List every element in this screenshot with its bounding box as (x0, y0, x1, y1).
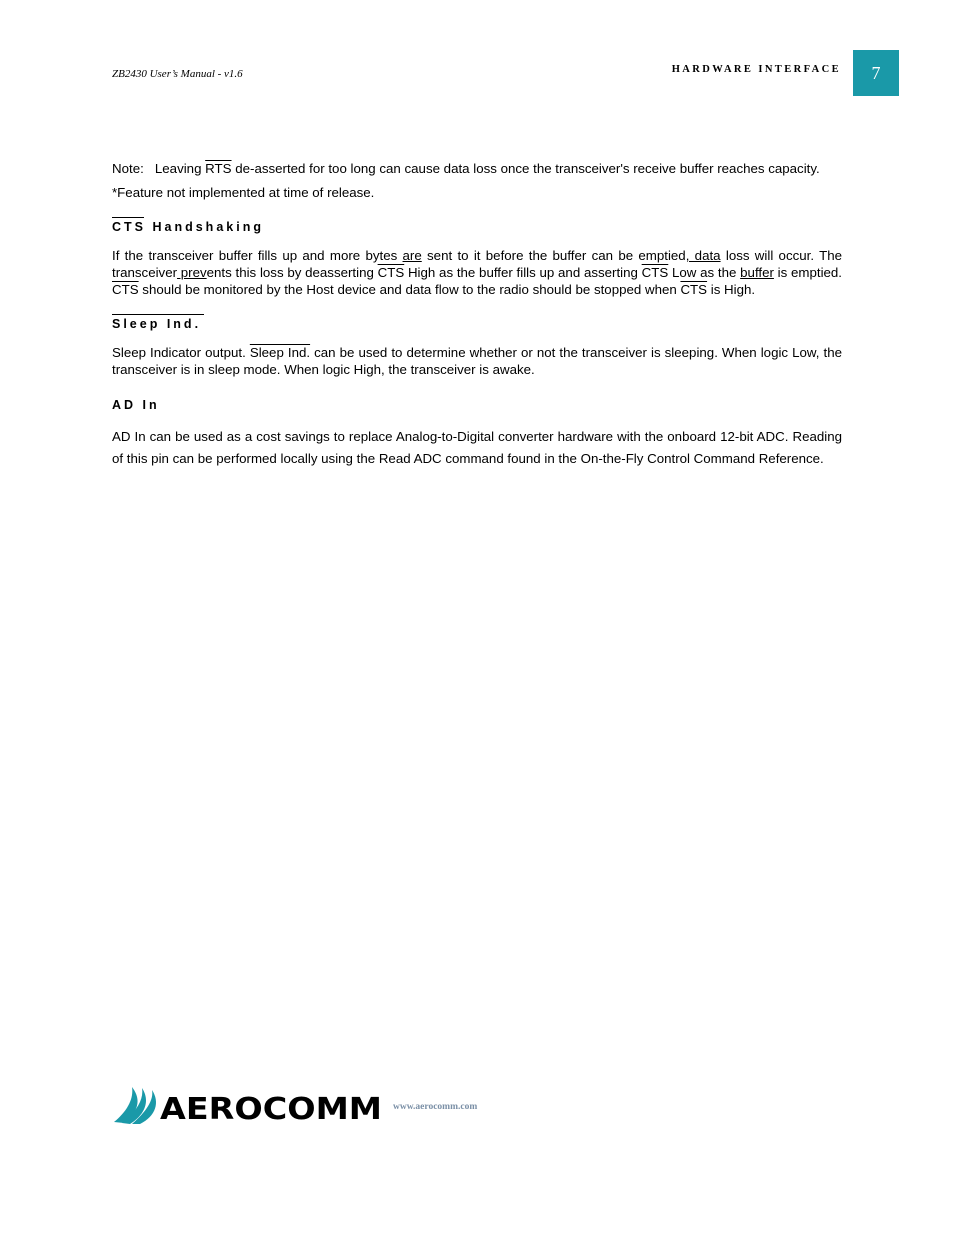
note-text: Leaving (154, 161, 202, 176)
note-paragraph (112, 160, 842, 177)
logo-text: AEROCOMM (160, 1092, 382, 1126)
heading-rule (112, 217, 144, 218)
section-title: HARDWARE INTERFACE (671, 64, 841, 75)
note-text-2: de-asserted for too long can cause data loss once the transceiver's receive buffer reaches capacity. (235, 161, 820, 176)
adin-heading: AD In (112, 398, 160, 412)
cts-heading-signal: CTS (112, 220, 146, 234)
heading-rule (112, 314, 204, 315)
page-content (112, 160, 842, 469)
aerocomm-logo (112, 1082, 384, 1126)
rts-signal: $\overline{RTS}$ (205, 161, 232, 176)
cts-heading (112, 219, 842, 236)
sleep-heading (112, 316, 842, 333)
feature-note: *Feature not implemented at time of release. (112, 185, 375, 200)
sleep-heading-label: Sleep Ind. (112, 317, 202, 331)
adin-paragraph: AD In can be used as a cost savings to replace Analog-to-Digital converter hardware with the onboard 12-bit ADC. Reading of this pin can be performed locally using the Read ADC command found in the On-the-Fly Control Command Reference. (112, 429, 842, 466)
note-label: Note: (112, 161, 144, 176)
page-number: 7 (853, 50, 899, 96)
cts-heading-label: Handshaking (152, 220, 264, 234)
footer-url[interactable]: www.aerocomm.com (393, 1102, 478, 1112)
manual-title: ZB2430 User’s Manual - v1.6 (112, 68, 243, 80)
cts-paragraph: If the transceiver buffer fills up and more bytes are sent to it before the buffer can be emptied, data loss will occur. The transceiver prevents this loss by deasserting $\overline{CTS}$ High as the buffer fills up and asserting $\overline{CTS}$ Low as the buffer is emptied. $\overline{CTS}$ should be monitored by the Host device and data flow to the radio should be stopped when $\overline{CTS}$ is High. (112, 248, 843, 297)
sleep-paragraph: Sleep Indicator output. Sleep Ind. can be used to determine whether or not the transceiver is sleeping. When logic Low, the transceiver is in sleep mode. When logic High, the transceiver is awake. (112, 345, 842, 377)
